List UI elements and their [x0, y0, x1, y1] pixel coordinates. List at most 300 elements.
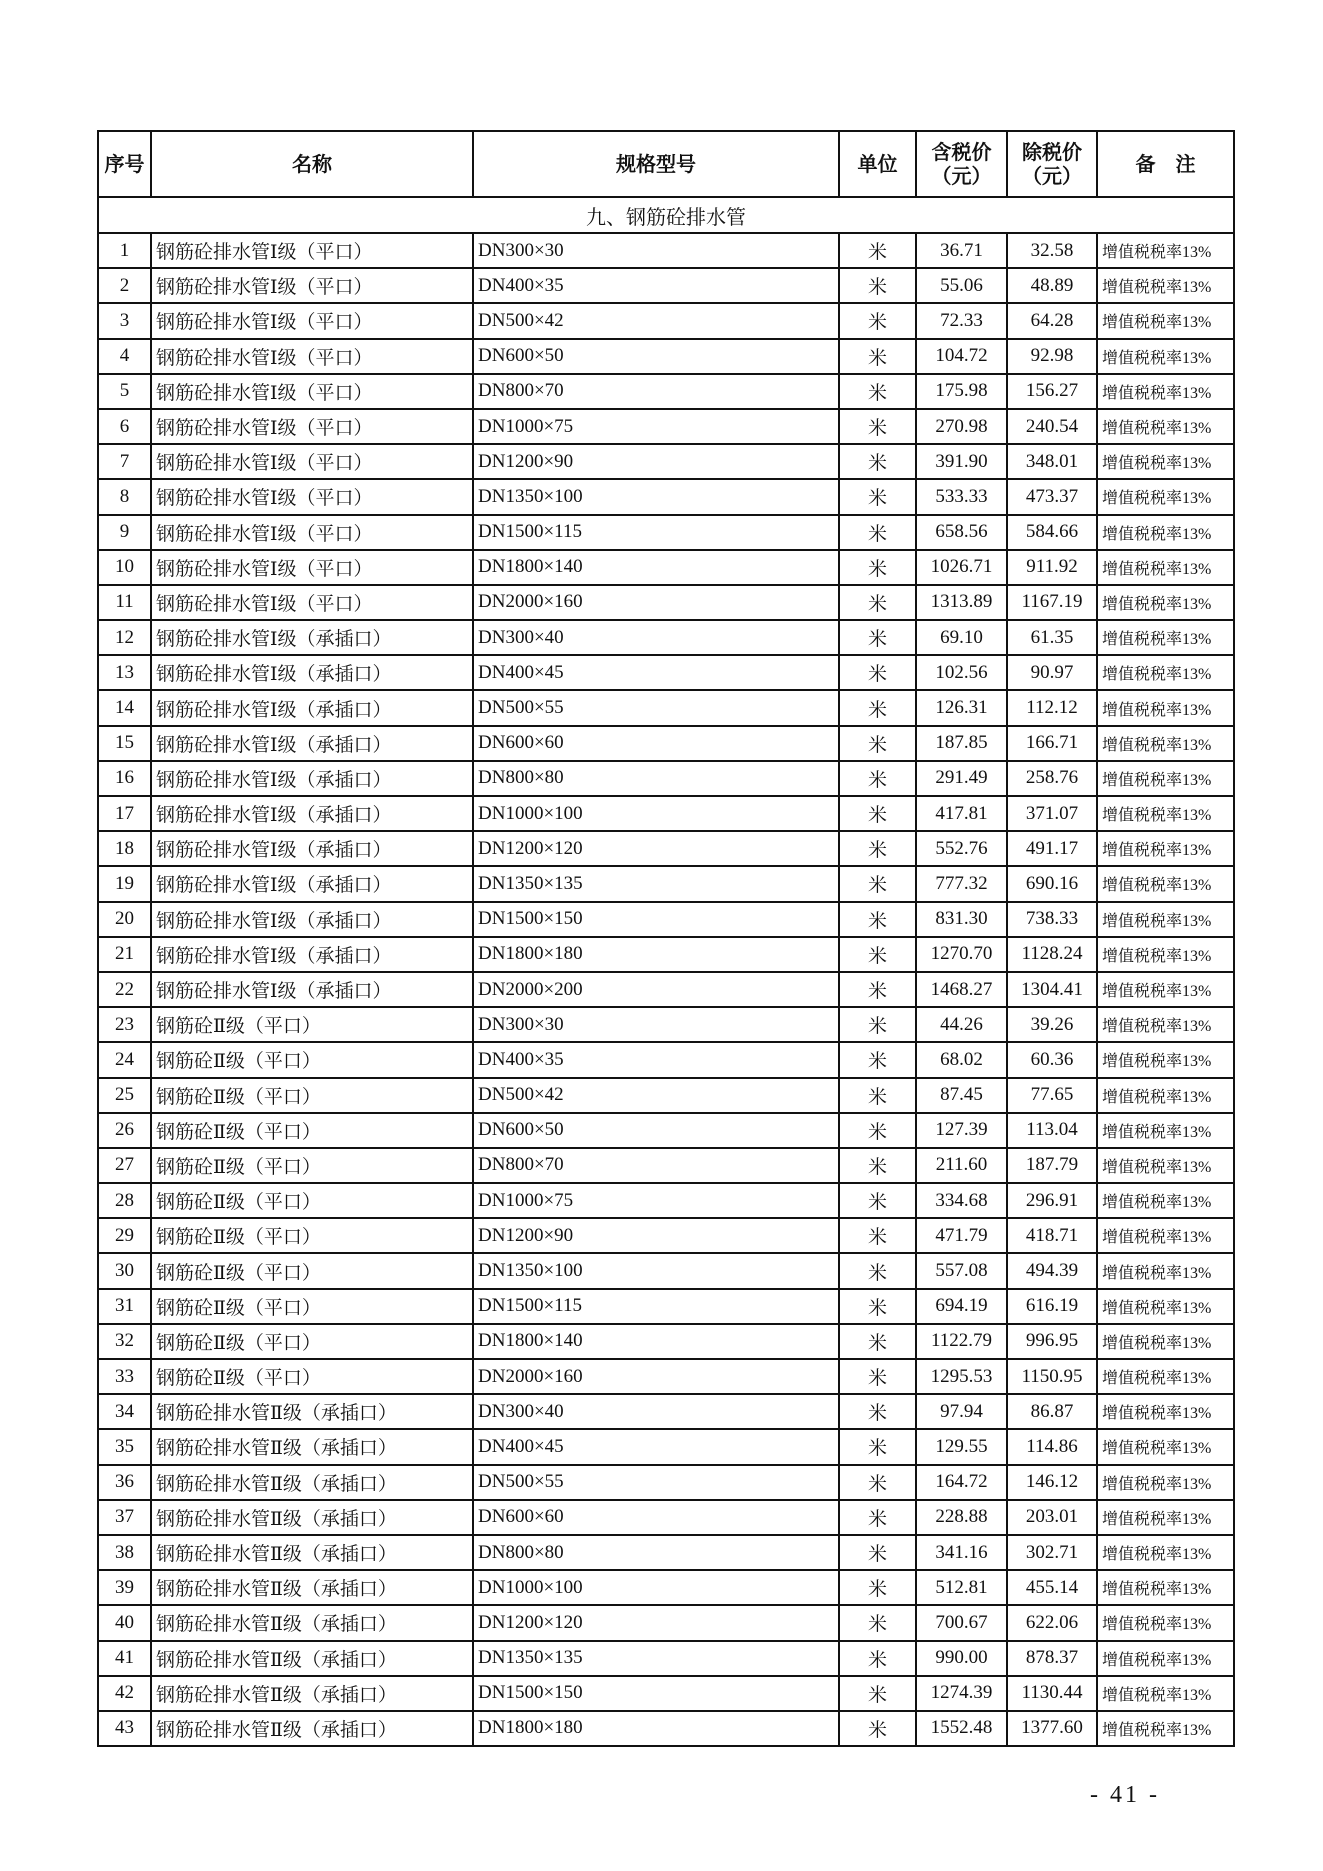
row-price-incl-tax: 658.56: [916, 515, 1007, 550]
row-spec: DN1350×100: [473, 479, 839, 514]
row-spec: DN300×40: [473, 620, 839, 655]
row-price-incl-tax: 211.60: [916, 1148, 1007, 1183]
row-note: 增值税税率13%: [1097, 902, 1234, 937]
row-name: 钢筋砼排水管Ⅱ级（承插口）: [151, 1429, 473, 1464]
row-price-excl-tax: 203.01: [1007, 1500, 1097, 1535]
row-price-excl-tax: 418.71: [1007, 1218, 1097, 1253]
row-name: 钢筋砼排水管Ⅱ级（承插口）: [151, 1535, 473, 1570]
row-unit: 米: [839, 1429, 916, 1464]
header-name: 名称: [151, 131, 473, 197]
row-price-incl-tax: 55.06: [916, 268, 1007, 303]
row-price-excl-tax: 911.92: [1007, 550, 1097, 585]
row-unit: 米: [839, 620, 916, 655]
row-spec: DN1500×150: [473, 902, 839, 937]
table-row: [98, 1148, 1234, 1183]
row-price-excl-tax: 371.07: [1007, 796, 1097, 831]
row-no: 8: [98, 479, 151, 514]
row-price-incl-tax: 126.31: [916, 690, 1007, 725]
table-row: [98, 690, 1234, 725]
header-price-incl-tax-label: 含税价: [931, 140, 992, 164]
row-price-incl-tax: 44.26: [916, 1007, 1007, 1042]
row-price-excl-tax: 113.04: [1007, 1113, 1097, 1148]
row-price-incl-tax: 552.76: [916, 831, 1007, 866]
table-row: [98, 268, 1234, 303]
row-note: 增值税税率13%: [1097, 866, 1234, 901]
row-no: 31: [98, 1289, 151, 1324]
row-name: 钢筋砼排水管Ⅰ级（承插口）: [151, 902, 473, 937]
row-price-incl-tax: 1270.70: [916, 937, 1007, 972]
row-note: 增值税税率13%: [1097, 1676, 1234, 1711]
table-row: [98, 339, 1234, 374]
table-row: [98, 1429, 1234, 1464]
row-price-incl-tax: 291.49: [916, 761, 1007, 796]
row-spec: DN800×80: [473, 761, 839, 796]
row-name: 钢筋砼排水管Ⅰ级（平口）: [151, 550, 473, 585]
table-row: [98, 620, 1234, 655]
row-price-incl-tax: 512.81: [916, 1570, 1007, 1605]
row-no: 37: [98, 1500, 151, 1535]
row-unit: 米: [839, 1289, 916, 1324]
row-unit: 米: [839, 1113, 916, 1148]
row-price-incl-tax: 1122.79: [916, 1324, 1007, 1359]
row-note: 增值税税率13%: [1097, 515, 1234, 550]
row-unit: 米: [839, 515, 916, 550]
row-unit: 米: [839, 1500, 916, 1535]
row-price-excl-tax: 90.97: [1007, 655, 1097, 690]
row-note: 增值税税率13%: [1097, 761, 1234, 796]
row-note: 增值税税率13%: [1097, 479, 1234, 514]
row-no: 3: [98, 303, 151, 338]
header-price-excl-tax-unit: （元）: [1022, 164, 1082, 188]
row-price-incl-tax: 700.67: [916, 1605, 1007, 1640]
table-row: [98, 1605, 1234, 1640]
table-row: [98, 761, 1234, 796]
row-unit: 米: [839, 1253, 916, 1288]
row-note: 增值税税率13%: [1097, 1148, 1234, 1183]
row-no: 25: [98, 1078, 151, 1113]
row-price-excl-tax: 92.98: [1007, 339, 1097, 374]
row-price-incl-tax: 228.88: [916, 1500, 1007, 1535]
row-price-excl-tax: 622.06: [1007, 1605, 1097, 1640]
row-spec: DN2000×160: [473, 585, 839, 620]
row-price-incl-tax: 1295.53: [916, 1359, 1007, 1394]
row-note: 增值税税率13%: [1097, 726, 1234, 761]
row-price-excl-tax: 302.71: [1007, 1535, 1097, 1570]
table-row: [98, 726, 1234, 761]
table-row: [98, 1289, 1234, 1324]
table-row: [98, 1007, 1234, 1042]
row-name: 钢筋砼Ⅱ级（平口）: [151, 1253, 473, 1288]
row-note: 增值税税率13%: [1097, 937, 1234, 972]
table-row: [98, 831, 1234, 866]
row-price-incl-tax: 1468.27: [916, 972, 1007, 1007]
row-unit: 米: [839, 796, 916, 831]
row-name: 钢筋砼排水管Ⅱ级（承插口）: [151, 1394, 473, 1429]
row-no: 10: [98, 550, 151, 585]
row-price-excl-tax: 61.35: [1007, 620, 1097, 655]
row-no: 40: [98, 1605, 151, 1640]
row-name: 钢筋砼排水管Ⅰ级（承插口）: [151, 655, 473, 690]
row-unit: 米: [839, 1078, 916, 1113]
table-row: [98, 585, 1234, 620]
table-row: [98, 1042, 1234, 1077]
row-price-incl-tax: 69.10: [916, 620, 1007, 655]
row-spec: DN400×35: [473, 1042, 839, 1077]
header-price-incl-tax-unit: （元）: [931, 164, 992, 188]
row-unit: 米: [839, 233, 916, 268]
row-note: 增值税税率13%: [1097, 690, 1234, 725]
row-price-excl-tax: 32.58: [1007, 233, 1097, 268]
row-spec: DN600×60: [473, 726, 839, 761]
price-table: [97, 130, 1235, 1747]
row-unit: 米: [839, 1535, 916, 1570]
row-price-incl-tax: 164.72: [916, 1465, 1007, 1500]
row-unit: 米: [839, 1324, 916, 1359]
row-price-excl-tax: 1167.19: [1007, 585, 1097, 620]
row-no: 15: [98, 726, 151, 761]
row-unit: 米: [839, 268, 916, 303]
row-price-incl-tax: 990.00: [916, 1641, 1007, 1676]
row-no: 20: [98, 902, 151, 937]
table-row: [98, 374, 1234, 409]
row-unit: 米: [839, 972, 916, 1007]
row-name: 钢筋砼Ⅱ级（平口）: [151, 1042, 473, 1077]
row-no: 24: [98, 1042, 151, 1077]
row-note: 增值税税率13%: [1097, 1465, 1234, 1500]
row-note: 增值税税率13%: [1097, 550, 1234, 585]
row-price-excl-tax: 166.71: [1007, 726, 1097, 761]
table-row: [98, 1359, 1234, 1394]
row-note: 增值税税率13%: [1097, 1007, 1234, 1042]
row-spec: DN500×42: [473, 1078, 839, 1113]
row-note: 增值税税率13%: [1097, 1324, 1234, 1359]
row-spec: DN500×55: [473, 1465, 839, 1500]
row-note: 增值税税率13%: [1097, 444, 1234, 479]
row-price-incl-tax: 417.81: [916, 796, 1007, 831]
row-name: 钢筋砼排水管Ⅱ级（承插口）: [151, 1605, 473, 1640]
row-price-incl-tax: 777.32: [916, 866, 1007, 901]
table-row: [98, 902, 1234, 937]
row-note: 增值税税率13%: [1097, 303, 1234, 338]
row-price-incl-tax: 187.85: [916, 726, 1007, 761]
row-unit: 米: [839, 1676, 916, 1711]
row-spec: DN400×35: [473, 268, 839, 303]
row-name: 钢筋砼Ⅱ级（平口）: [151, 1078, 473, 1113]
row-price-incl-tax: 1552.48: [916, 1711, 1007, 1746]
row-name: 钢筋砼排水管Ⅰ级（承插口）: [151, 796, 473, 831]
row-unit: 米: [839, 655, 916, 690]
row-spec: DN1800×180: [473, 937, 839, 972]
row-note: 增值税税率13%: [1097, 339, 1234, 374]
row-no: 16: [98, 761, 151, 796]
row-note: 增值税税率13%: [1097, 409, 1234, 444]
row-name: 钢筋砼排水管Ⅰ级（平口）: [151, 585, 473, 620]
row-price-incl-tax: 391.90: [916, 444, 1007, 479]
row-note: 增值税税率13%: [1097, 1394, 1234, 1429]
row-spec: DN600×60: [473, 1500, 839, 1535]
row-unit: 米: [839, 937, 916, 972]
row-note: 增值税税率13%: [1097, 620, 1234, 655]
row-no: 39: [98, 1570, 151, 1605]
row-name: 钢筋砼排水管Ⅰ级（平口）: [151, 409, 473, 444]
row-name: 钢筋砼Ⅱ级（平口）: [151, 1359, 473, 1394]
row-name: 钢筋砼排水管Ⅰ级（平口）: [151, 303, 473, 338]
row-name: 钢筋砼排水管Ⅰ级（承插口）: [151, 866, 473, 901]
row-spec: DN1200×90: [473, 444, 839, 479]
row-unit: 米: [839, 1394, 916, 1429]
row-price-excl-tax: 240.54: [1007, 409, 1097, 444]
row-note: 增值税税率13%: [1097, 1641, 1234, 1676]
row-unit: 米: [839, 726, 916, 761]
row-spec: DN1200×120: [473, 831, 839, 866]
header-price-excl-tax: [1007, 131, 1097, 197]
row-spec: DN1500×115: [473, 515, 839, 550]
row-name: 钢筋砼排水管Ⅱ级（承插口）: [151, 1711, 473, 1746]
row-unit: 米: [839, 303, 916, 338]
row-price-incl-tax: 36.71: [916, 233, 1007, 268]
row-spec: DN1000×100: [473, 796, 839, 831]
row-price-excl-tax: 491.17: [1007, 831, 1097, 866]
row-price-excl-tax: 584.66: [1007, 515, 1097, 550]
row-no: 4: [98, 339, 151, 374]
row-no: 35: [98, 1429, 151, 1464]
row-price-excl-tax: 616.19: [1007, 1289, 1097, 1324]
row-price-incl-tax: 831.30: [916, 902, 1007, 937]
row-no: 5: [98, 374, 151, 409]
row-price-incl-tax: 471.79: [916, 1218, 1007, 1253]
row-note: 增值税税率13%: [1097, 1535, 1234, 1570]
table-row: [98, 1078, 1234, 1113]
row-name: 钢筋砼排水管Ⅰ级（平口）: [151, 515, 473, 550]
header-unit: 单位: [839, 131, 916, 197]
row-no: 7: [98, 444, 151, 479]
table-row: [98, 1183, 1234, 1218]
table-row: [98, 515, 1234, 550]
row-price-incl-tax: 68.02: [916, 1042, 1007, 1077]
row-price-incl-tax: 533.33: [916, 479, 1007, 514]
row-price-incl-tax: 127.39: [916, 1113, 1007, 1148]
row-name: 钢筋砼排水管Ⅱ级（承插口）: [151, 1676, 473, 1711]
row-price-excl-tax: 1304.41: [1007, 972, 1097, 1007]
table-row: [98, 1641, 1234, 1676]
row-price-incl-tax: 694.19: [916, 1289, 1007, 1324]
row-price-excl-tax: 114.86: [1007, 1429, 1097, 1464]
row-price-excl-tax: 473.37: [1007, 479, 1097, 514]
table-row: [98, 796, 1234, 831]
section-title: 九、钢筋砼排水管: [98, 197, 1234, 233]
section-row: [98, 197, 1234, 233]
row-unit: 米: [839, 831, 916, 866]
table-row: [98, 1218, 1234, 1253]
row-name: 钢筋砼Ⅱ级（平口）: [151, 1007, 473, 1042]
table-row: [98, 1324, 1234, 1359]
row-price-excl-tax: 348.01: [1007, 444, 1097, 479]
row-note: 增值税税率13%: [1097, 1253, 1234, 1288]
row-spec: DN1350×135: [473, 1641, 839, 1676]
row-no: 30: [98, 1253, 151, 1288]
row-spec: DN500×42: [473, 303, 839, 338]
row-no: 23: [98, 1007, 151, 1042]
row-price-incl-tax: 270.98: [916, 409, 1007, 444]
row-price-excl-tax: 1377.60: [1007, 1711, 1097, 1746]
row-unit: 米: [839, 1359, 916, 1394]
row-note: 增值税税率13%: [1097, 1183, 1234, 1218]
row-no: 14: [98, 690, 151, 725]
row-name: 钢筋砼排水管Ⅰ级（承插口）: [151, 972, 473, 1007]
row-no: 42: [98, 1676, 151, 1711]
row-unit: 米: [839, 902, 916, 937]
row-name: 钢筋砼排水管Ⅰ级（承插口）: [151, 831, 473, 866]
row-price-excl-tax: 156.27: [1007, 374, 1097, 409]
row-spec: DN1800×140: [473, 550, 839, 585]
row-unit: 米: [839, 761, 916, 796]
row-unit: 米: [839, 690, 916, 725]
row-unit: 米: [839, 339, 916, 374]
table-row: [98, 1394, 1234, 1429]
row-note: 增值税税率13%: [1097, 268, 1234, 303]
row-no: 12: [98, 620, 151, 655]
row-price-excl-tax: 60.36: [1007, 1042, 1097, 1077]
row-price-excl-tax: 455.14: [1007, 1570, 1097, 1605]
row-no: 29: [98, 1218, 151, 1253]
row-name: 钢筋砼Ⅱ级（平口）: [151, 1218, 473, 1253]
row-no: 17: [98, 796, 151, 831]
row-name: 钢筋砼排水管Ⅱ级（承插口）: [151, 1641, 473, 1676]
row-price-incl-tax: 175.98: [916, 374, 1007, 409]
row-name: 钢筋砼排水管Ⅱ级（承插口）: [151, 1500, 473, 1535]
row-no: 18: [98, 831, 151, 866]
row-price-excl-tax: 738.33: [1007, 902, 1097, 937]
table-row: [98, 1253, 1234, 1288]
row-price-incl-tax: 97.94: [916, 1394, 1007, 1429]
row-note: 增值税税率13%: [1097, 972, 1234, 1007]
row-name: 钢筋砼排水管Ⅰ级（承插口）: [151, 761, 473, 796]
row-note: 增值税税率13%: [1097, 1042, 1234, 1077]
row-spec: DN1500×150: [473, 1676, 839, 1711]
row-price-excl-tax: 77.65: [1007, 1078, 1097, 1113]
header-note: 备 注: [1097, 131, 1234, 197]
row-no: 6: [98, 409, 151, 444]
table-row: [98, 444, 1234, 479]
row-price-excl-tax: 878.37: [1007, 1641, 1097, 1676]
row-unit: 米: [839, 444, 916, 479]
row-name: 钢筋砼排水管Ⅰ级（平口）: [151, 339, 473, 374]
row-note: 增值税税率13%: [1097, 1218, 1234, 1253]
row-price-incl-tax: 1274.39: [916, 1676, 1007, 1711]
row-spec: DN400×45: [473, 1429, 839, 1464]
row-price-excl-tax: 1130.44: [1007, 1676, 1097, 1711]
row-name: 钢筋砼排水管Ⅰ级（承插口）: [151, 726, 473, 761]
row-no: 28: [98, 1183, 151, 1218]
row-price-excl-tax: 187.79: [1007, 1148, 1097, 1183]
row-unit: 米: [839, 479, 916, 514]
row-no: 33: [98, 1359, 151, 1394]
row-price-excl-tax: 690.16: [1007, 866, 1097, 901]
row-name: 钢筋砼排水管Ⅰ级（平口）: [151, 444, 473, 479]
row-price-excl-tax: 39.26: [1007, 1007, 1097, 1042]
row-no: 21: [98, 937, 151, 972]
row-no: 26: [98, 1113, 151, 1148]
header-price-excl-tax-label: 除税价: [1022, 140, 1082, 164]
row-spec: DN1000×75: [473, 1183, 839, 1218]
row-name: 钢筋砼排水管Ⅰ级（承插口）: [151, 690, 473, 725]
table-row: [98, 303, 1234, 338]
table-row: [98, 1535, 1234, 1570]
row-name: 钢筋砼排水管Ⅱ级（承插口）: [151, 1465, 473, 1500]
table-row: [98, 1500, 1234, 1535]
row-note: 增值税税率13%: [1097, 1500, 1234, 1535]
table-row: [98, 655, 1234, 690]
row-name: 钢筋砼排水管Ⅱ级（承插口）: [151, 1570, 473, 1605]
row-price-incl-tax: 557.08: [916, 1253, 1007, 1288]
row-spec: DN1500×115: [473, 1289, 839, 1324]
row-name: 钢筋砼Ⅱ级（平口）: [151, 1113, 473, 1148]
row-name: 钢筋砼排水管Ⅰ级（平口）: [151, 268, 473, 303]
row-price-excl-tax: 1128.24: [1007, 937, 1097, 972]
row-spec: DN300×40: [473, 1394, 839, 1429]
row-no: 13: [98, 655, 151, 690]
row-unit: 米: [839, 1605, 916, 1640]
row-unit: 米: [839, 1711, 916, 1746]
row-unit: 米: [839, 1218, 916, 1253]
row-spec: DN1000×75: [473, 409, 839, 444]
row-unit: 米: [839, 1148, 916, 1183]
row-note: 增值税税率13%: [1097, 585, 1234, 620]
table-row: [98, 409, 1234, 444]
row-price-excl-tax: 1150.95: [1007, 1359, 1097, 1394]
table-row: [98, 1465, 1234, 1500]
row-note: 增值税税率13%: [1097, 1711, 1234, 1746]
table-row: [98, 1113, 1234, 1148]
row-note: 增值税税率13%: [1097, 1289, 1234, 1324]
table-row: [98, 550, 1234, 585]
row-spec: DN800×80: [473, 1535, 839, 1570]
row-note: 增值税税率13%: [1097, 1113, 1234, 1148]
row-unit: 米: [839, 1465, 916, 1500]
row-price-incl-tax: 1026.71: [916, 550, 1007, 585]
row-price-incl-tax: 1313.89: [916, 585, 1007, 620]
row-price-excl-tax: 494.39: [1007, 1253, 1097, 1288]
row-price-excl-tax: 48.89: [1007, 268, 1097, 303]
header-spec: 规格型号: [473, 131, 839, 197]
row-note: 增值税税率13%: [1097, 1570, 1234, 1605]
row-name: 钢筋砼Ⅱ级（平口）: [151, 1289, 473, 1324]
header-price-incl-tax: [916, 131, 1007, 197]
row-spec: DN1200×120: [473, 1605, 839, 1640]
row-note: 增值税税率13%: [1097, 831, 1234, 866]
row-no: 1: [98, 233, 151, 268]
row-note: 增值税税率13%: [1097, 233, 1234, 268]
row-price-excl-tax: 146.12: [1007, 1465, 1097, 1500]
row-price-excl-tax: 86.87: [1007, 1394, 1097, 1429]
header-no: 序号: [98, 131, 151, 197]
row-unit: 米: [839, 1183, 916, 1218]
row-name: 钢筋砼Ⅱ级（平口）: [151, 1148, 473, 1183]
row-name: 钢筋砼排水管Ⅰ级（平口）: [151, 374, 473, 409]
row-no: 41: [98, 1641, 151, 1676]
row-unit: 米: [839, 374, 916, 409]
row-note: 增值税税率13%: [1097, 796, 1234, 831]
table-row: [98, 479, 1234, 514]
row-price-excl-tax: 112.12: [1007, 690, 1097, 725]
row-no: 22: [98, 972, 151, 1007]
row-name: 钢筋砼排水管Ⅰ级（承插口）: [151, 620, 473, 655]
row-unit: 米: [839, 1007, 916, 1042]
row-spec: DN1350×100: [473, 1253, 839, 1288]
row-price-incl-tax: 104.72: [916, 339, 1007, 374]
row-price-excl-tax: 296.91: [1007, 1183, 1097, 1218]
row-unit: 米: [839, 585, 916, 620]
